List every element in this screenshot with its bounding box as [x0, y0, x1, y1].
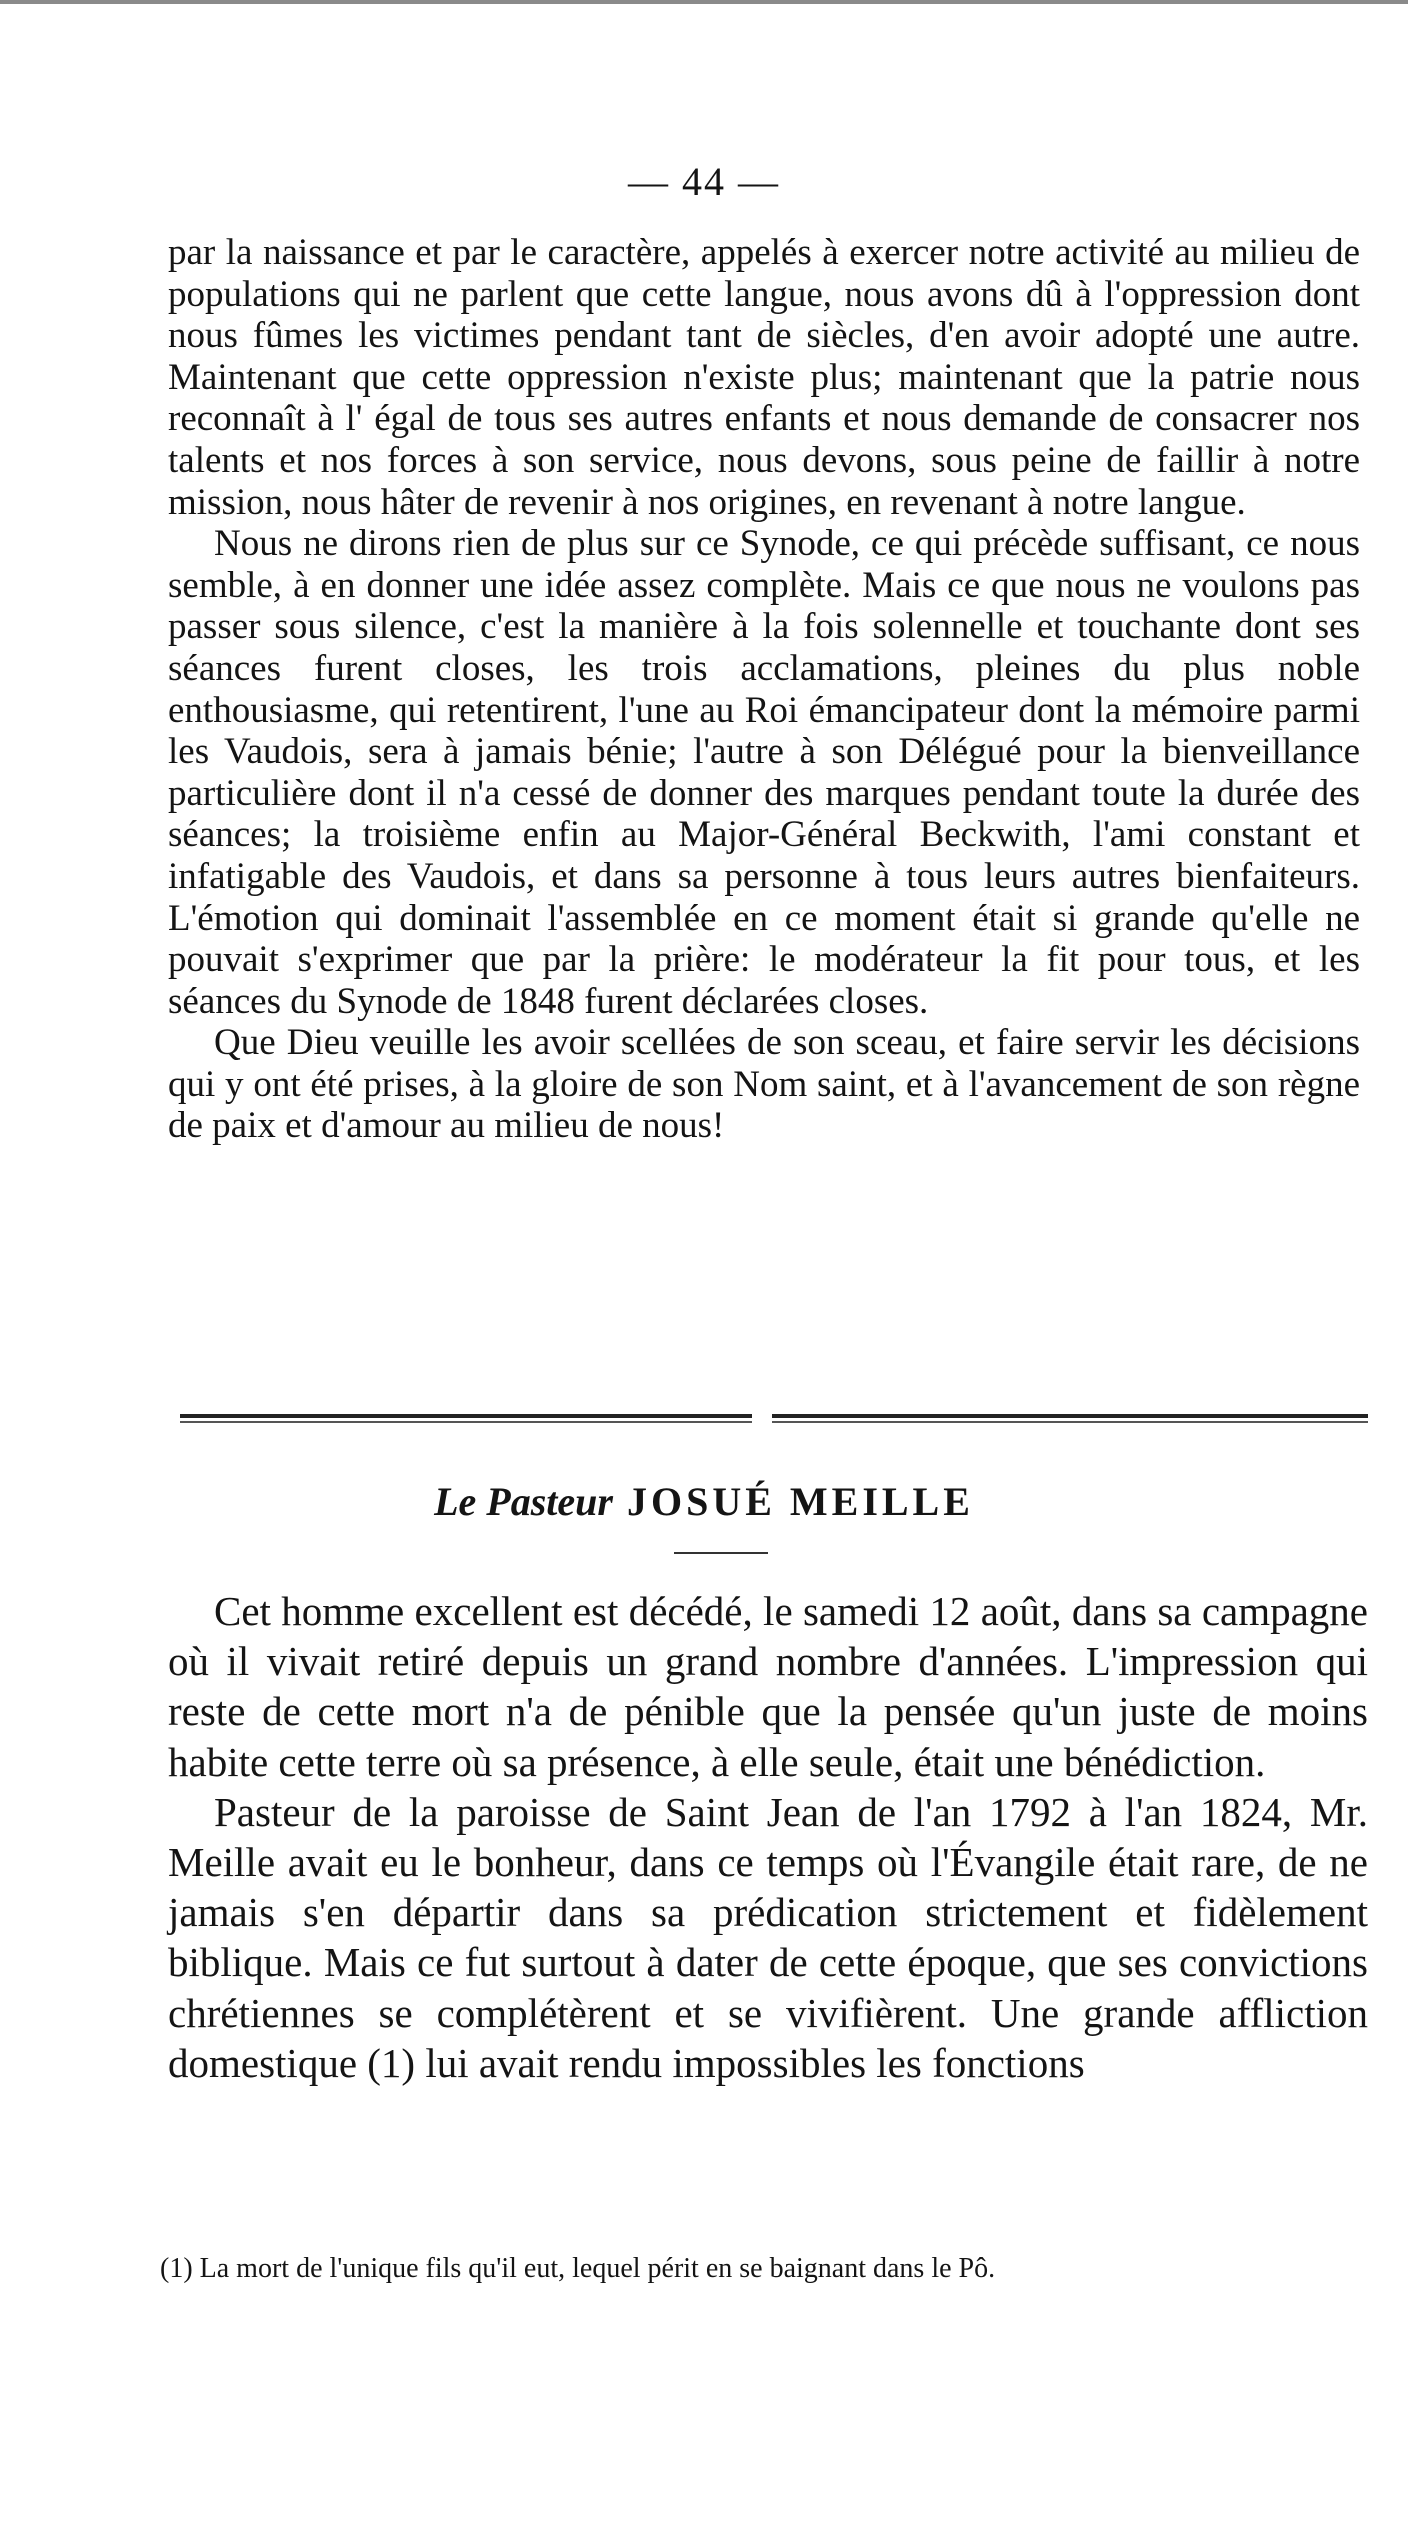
article-title-name: JOSUÉ MEILLE: [626, 1479, 974, 1524]
page-number: — 44 —: [628, 159, 780, 204]
paragraph: par la naissance et par le caractère, appelés à exercer notre activité au milieu de populations qui ne parlent que cette langue, nous avons dû à l'oppression dont nous fûmes les victimes pendant tant de siècles, d'en avoir adopté une autre. Maintenant que cette oppression n'existe plus; maintenant que la patrie nous reconnaît à l' égal de tous ses autres enfants et nous demande de consacrer nos talents et nos forces à son service, nous devons, sous peine de faillir à notre mission, nous hâter de revenir à nos origines, en revenant à notre langue.: [168, 232, 1360, 523]
paragraph: Pasteur de la paroisse de Saint Jean de l'an 1792 à l'an 1824, Mr. Meille avait eu le bonheur, dans ce temps où l'Évangile était rare, de ne jamais s'en départir dans sa prédication strictement et fidèlement biblique. Mais ce fut surtout à dater de cette époque, que ses convictions chrétiennes se complétèrent et se vivifièrent. Une grande affliction domestique (1) lui avait rendu impossibles les fonctions: [168, 1788, 1368, 2086]
section-separator: [180, 1412, 1368, 1426]
page-top-edge: [0, 0, 1408, 4]
paragraph: Cet homme excellent est décédé, le samedi 12 août, dans sa campagne où il vivait retiré depuis un grand nombre d'années. L'impression qui reste de cette mort n'a de pénible que la pensée qu'un juste de moins habite cette terre où sa présence, à elle seule, était une bénédiction.: [168, 1588, 1368, 1785]
footnote: (1) La mort de l'unique fils qu'il eut, lequel périt en se baignant dans le Pô.: [160, 2253, 996, 2284]
synode-article: [168, 232, 1360, 1147]
paragraph: Que Dieu veuille les avoir scellées de son sceau, et faire servir les décisions qui y ont été prises, à la gloire de son Nom saint, et à l'avancement de son règne de paix et d'amour au milieu de nous!: [168, 1022, 1360, 1147]
title-rule: [674, 1552, 768, 1554]
obituary-article: [168, 1586, 1368, 2088]
paragraph: Nous ne dirons rien de plus sur ce Synode, ce qui précède suffisant, ce nous semble, à en donner une idée assez complète. Mais ce que nous ne voulons pas passer sous silence, c'est la manière à la fois solennelle et touchante dont ses séances furent closes, les trois acclamations, pleines du plus noble enthousiasme, qui retentirent, l'une au Roi émancipateur dont la mémoire parmi les Vaudois, sera à jamais bénie; l'autre à son Délégué pour la bienveillance particulière dont il n'a cessé de donner des marques pendant toute la durée des séances; la troisième enfin au Major-Général Beckwith, l'ami constant et infatigable des Vaudois, et dans sa personne à tous leurs autres bienfaiteurs. L'émotion qui dominait l'assemblée en ce moment était si grande qu'elle ne pouvait s'exprimer que par la prière: le modérateur la fit pour tous, et les séances du Synode de 1848 furent déclarées closes.: [168, 523, 1360, 1022]
article-title-lead: Le Pasteur: [434, 1479, 613, 1524]
article-title: [0, 1478, 1408, 1525]
